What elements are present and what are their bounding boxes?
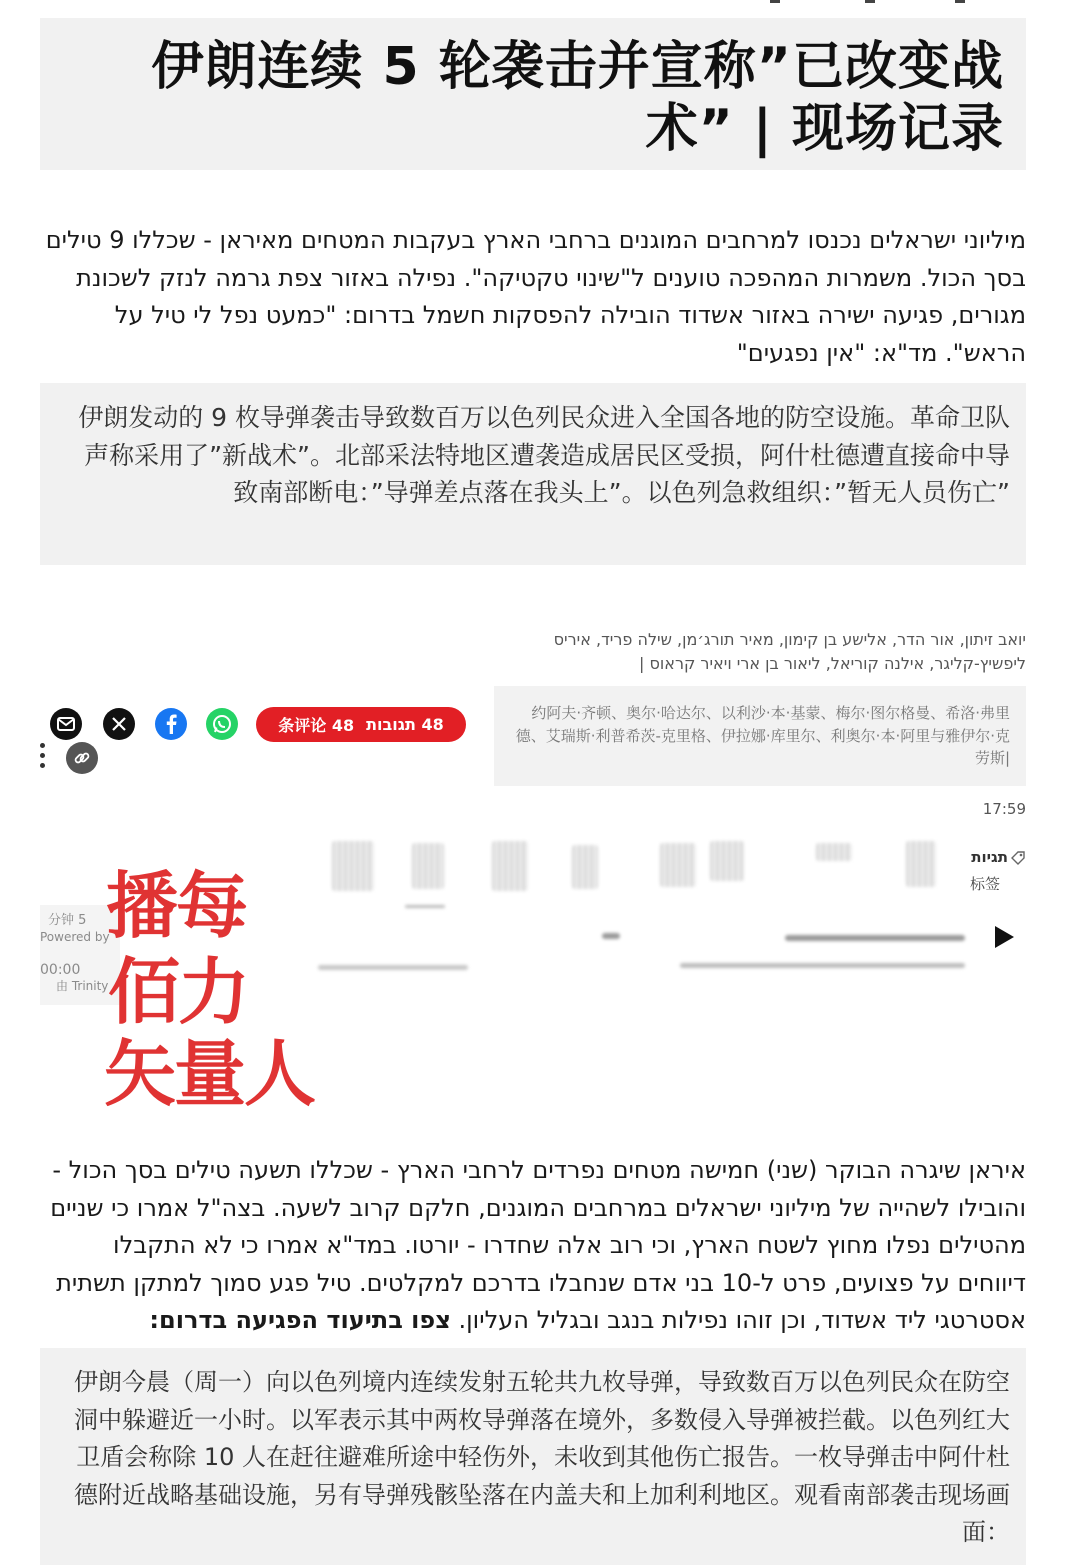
publish-time: 17:59 — [982, 800, 1026, 818]
body-paragraph-hebrew — [40, 1152, 1026, 1340]
comments-count-chinese: 条评论 48 — [278, 716, 355, 735]
whatsapp-icon[interactable] — [206, 708, 238, 740]
x-icon[interactable] — [103, 708, 135, 740]
poster-line-2: 佰力 — [108, 950, 249, 1034]
video-current-time: 00:00 — [40, 962, 81, 978]
poster-line-3: 矢量人 — [104, 1032, 315, 1116]
play-icon[interactable] — [992, 924, 1016, 950]
lead-paragraph-chinese: 伊朗发动的 9 枚导弹袭击导致数百万以色列民众进入全国各地的防空设施。革命卫队声称采用了”新战术”。北部采法特地区遭袭造成居民区受损，阿什杜德遭直接命中导致南部断电：”导弹差点落在我头上”。以色列急救组织：”暂无人员伤亡” — [78, 403, 1010, 507]
body-paragraph-chinese: 伊朗今晨（周一）向以色列境内连续发射五轮共九枚导弹，导致数百万以色列民众在防空洞中躲避近一小时。以军表示其中两枚导弹落在境外，多数侵入导弹被拦截。以色列红大卫盾会称除 10 人在赶往避难所途中轻伤外，未收到其他伤亡报告。一枚导弹击中阿什杜德附近战略基础设施，另有导弹残骸坠落在内盖夫和上加利利地区。观看南部袭击现场画面： — [74, 1368, 1010, 1546]
tag-icon — [1010, 850, 1026, 866]
authors-chinese: 约阿夫·齐顿、奥尔·哈达尔、以利沙·本·基蒙、梅尔·图尔格曼、希洛·弗里德、艾瑞斯·利普希茨-克里格、伊拉娜·库里尔、利奥尔·本·阿里与雅伊尔·克劳斯| — [515, 704, 1010, 767]
poster-overlay — [100, 866, 340, 1116]
powered-by-label: Powered by — [40, 930, 110, 944]
page-title: 伊朗连续 5 轮袭击并宣称”已改变战术” | 现场记录 — [151, 37, 1004, 159]
video-duration: 分钟 5 — [48, 913, 87, 928]
link-icon[interactable] — [66, 742, 98, 774]
more-icon[interactable] — [38, 743, 48, 771]
body-text-hebrew: איראן שיגרה הבוקר (שני) חמישה מטחים נפרדים לרחבי הארץ - שכללו תשעה טילים בסך הכול - והובילו לשהייה של מיליוני ישראלים במרחבים המוגנים, חלקם קרוב לשעה. בצה"ל אמרו כי שניים מהטילים נפלו מחוץ לשטח הארץ, וכי רוב אלה שחדרו - יורטו. במד"א אמרו כי לא התקבלו דיווחים על פצועים, פרט ל-10 בני אדם שנחבלו בדרכם למקלטים. טיל פגע סמוך למתקן תשתית אסטרטגי ליד אשדוד, וכן זוהו נפילות בנגב ובגליל העליון. — [50, 1156, 1026, 1334]
body-watch-link-hebrew[interactable]: צפו בתיעוד הפגיעה בדרום: — [149, 1306, 451, 1334]
poster-line-1: 播每 — [106, 864, 247, 948]
blurred-video-strip — [310, 835, 950, 985]
tags-label-chinese: 标签 — [969, 875, 1000, 893]
lead-translation-box — [40, 383, 1026, 565]
authors-translation-box — [494, 686, 1026, 786]
lead-paragraph-hebrew: מיליוני ישראלים נכנסו למרחבים המוגנים ברחבי הארץ בעקבות המטחים מאיראן - שכללו 9 טילים בסך הכול. משמרות המהפכה טוענים ל"שינוי טקטיקה". נפילה באזור צפת גרמה לנזק לשכונת מגורים, פגיעה ישירה באזור אשדוד הובילה להפסקות חשמל בדרום: "כמעט נפל לי טיל על הראש". מד"א: "אין נפגעים" — [45, 226, 1026, 367]
trinity-label: 由 Trinity — [56, 979, 109, 993]
email-icon[interactable] — [50, 708, 82, 740]
authors-hebrew: יואב זיתון, אור הדר, אלישע בן קימון, מאיר תורג׳מן, שילה פריד, איריס ליפשיץ-קליגר, אילנה קוריאל, ליאור בן ארי ויאיר קראוס | — [553, 630, 1026, 673]
tags-label-hebrew[interactable]: תגיות — [971, 848, 1008, 866]
body-translation-box — [40, 1348, 1026, 1565]
headline-box — [40, 18, 1026, 170]
top-edge-marks — [770, 0, 970, 4]
facebook-icon[interactable] — [155, 708, 187, 740]
comments-button[interactable] — [256, 707, 466, 742]
comments-count-hebrew: 48 תגובות — [366, 715, 444, 734]
